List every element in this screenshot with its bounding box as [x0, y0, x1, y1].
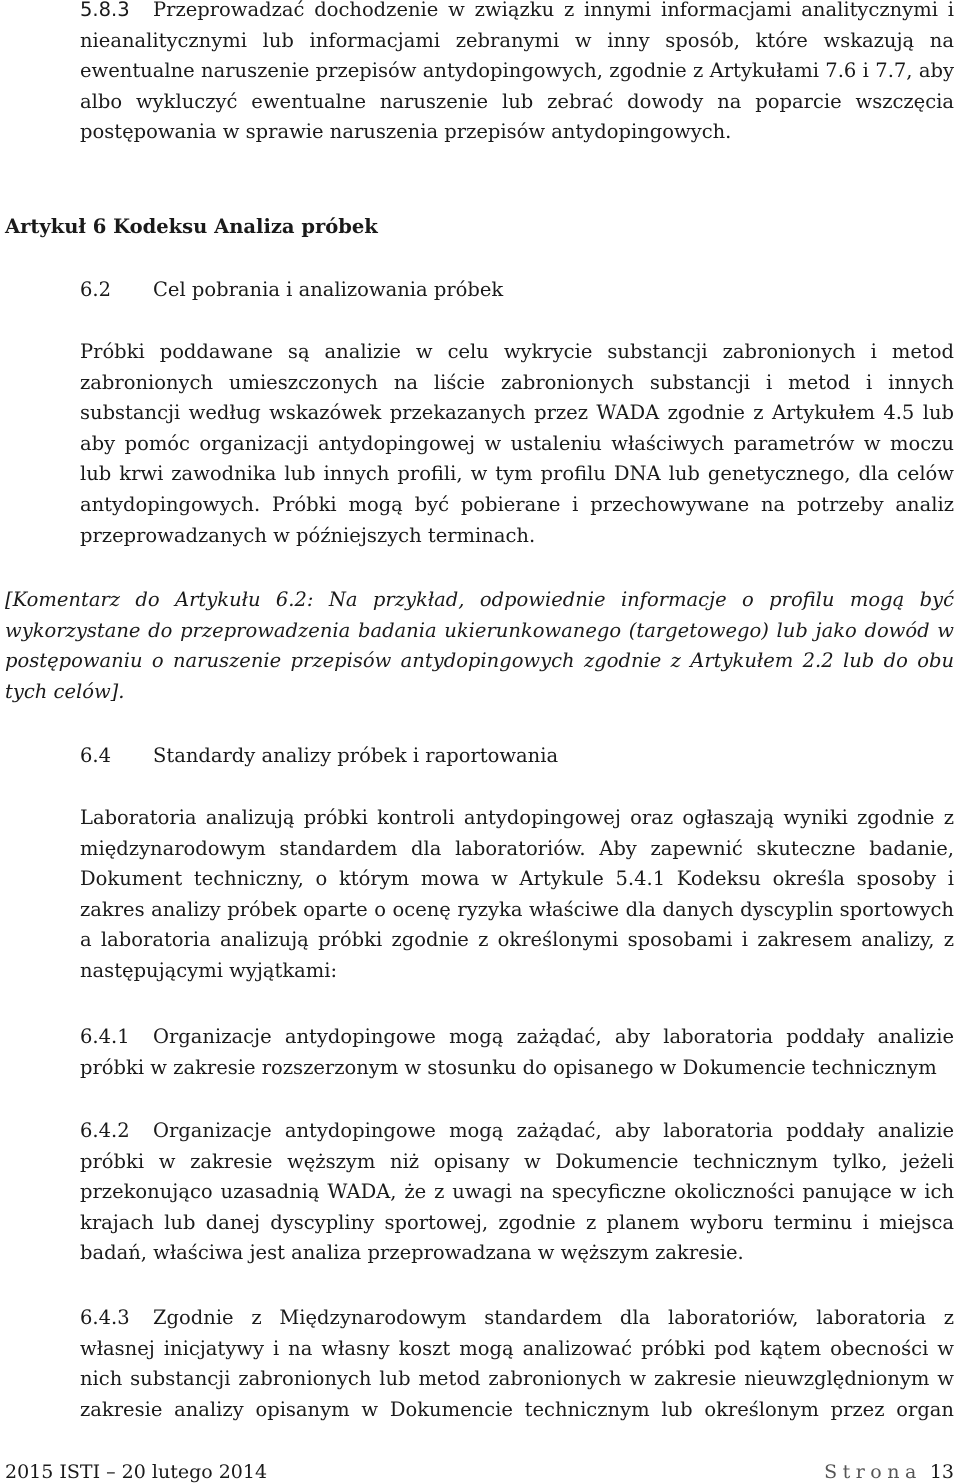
- article-heading: Artykuł 6 Kodeksu Analiza próbek: [5, 215, 378, 238]
- footer-page-word: Strona: [824, 1461, 922, 1483]
- section-number-6-4-1: 6.4.1: [80, 1025, 130, 1048]
- section-number-6-2: 6.2: [80, 278, 112, 301]
- section-6-4-1-text: Organizacje antydopingowe mogą zażądać, aby laboratoria poddały analizie próbki w zakresie rozszerzonym w stosunku do opisanego w Dokumencie technicznym: [80, 1025, 954, 1079]
- section-6-4-2-text: Organizacje antydopingowe mogą zażądać, aby laboratoria poddały analizie próbki w zakresie węższym niż opisany w Dokumencie technicznym tylko, jeżeli przekonująco uzasadnią WADA, że z uwagi na specyficzne okoliczności panujące w ich krajach lub danej dyscypliny sportowej, zgodnie z planem wyboru terminu i miejsca badań, właściwa jest analiza przeprowadzana w węższym zakresie.: [80, 1119, 954, 1265]
- section-6-2-comment: [Komentarz do Artykułu 6.2: Na przykład, odpowiednie informacje o profilu mogą być wykorzystane do przeprowadzenia badania ukierunkowanego (targetowego) lub jako dowód w postępowaniu o naruszenie przepisów antydopingowych zgodnie z Artykułem 2.2 lub do obu tych celów].: [5, 588, 954, 703]
- section-number-6-4-3: 6.4.3: [80, 1306, 130, 1329]
- section-number-6-4: 6.4: [80, 744, 112, 767]
- section-5-8-3-text: Przeprowadzać dochodzenie w związku z innymi informacjami analitycznymi i nieanalitycznymi lub informacjami zebranymi w inny sposób, które wskazują na ewentualne naruszenie przepisów antydopingowych, zgodnie z Artykułami 7.6 i 7.7, aby albo wykluczyć ewentualne naruszenie lub zebrać dowody na poparcie wszczęcia postępowania w sprawie naruszenia przepisów antydopingowych.: [80, 0, 954, 144]
- footer-date: 2015 ISTI – 20 lutego 2014: [5, 1461, 268, 1483]
- section-6-4-text: Laboratoria analizują próbki kontroli antydopingowej oraz ogłaszają wyniki zgodnie z międzynarodowym standardem dla laboratoriów. Aby zapewnić skuteczne badanie, Dokument techniczny, o którym mowa w Artykule 5.4.1 Kodeksu określa sposoby i zakres analizy próbek oparte o ocenę ryzyka właściwe dla danych dyscyplin sportowych a laboratoria analizują próbki zgodnie z określonymi sposobami i zakresem analizy, z następującymi wyjątkami:: [80, 806, 954, 982]
- section-6-4-title: Standardy analizy próbek i raportowania: [153, 744, 559, 767]
- section-6-2-text: Próbki poddawane są analizie w celu wykrycie substancji zabronionych i metod zabronionych umieszczonych na liście zabronionych substancji i metod i innych substancji według wskazówek przekazanych przez WADA zgodnie z Artykułem 4.5 lub aby pomóc organizacji antydopingowej w ustaleniu właściwych parametrów w moczu lub krwi zawodnika lub innych profili, w tym profilu DNA lub genetycznego, dla celów antydopingowych. Próbki mogą być pobierane i przechowywane na potrzeby analiz przeprowadzanych w późniejszych terminach.: [80, 340, 954, 547]
- section-6-4-3-text: Zgodnie z Międzynarodowym standardem dla laboratoriów, laboratoria z własnej inicjatywy i na własny koszt mogą analizować próbki pod kątem obecności w nich substancji zabronionych lub metod zabronionych w zakresie nieuwzględnionym w zakresie analizy opisanym w Dokumencie technicznym lub określonym przez organ: [80, 1306, 954, 1421]
- section-6-2-title: Cel pobrania i analizowania próbek: [153, 278, 504, 301]
- section-number-6-4-2: 6.4.2: [80, 1119, 130, 1142]
- footer-page-number: 13: [929, 1461, 954, 1483]
- section-number-5-8-3: 5.8.3: [80, 0, 130, 21]
- footer-page-indicator: [824, 1460, 954, 1484]
